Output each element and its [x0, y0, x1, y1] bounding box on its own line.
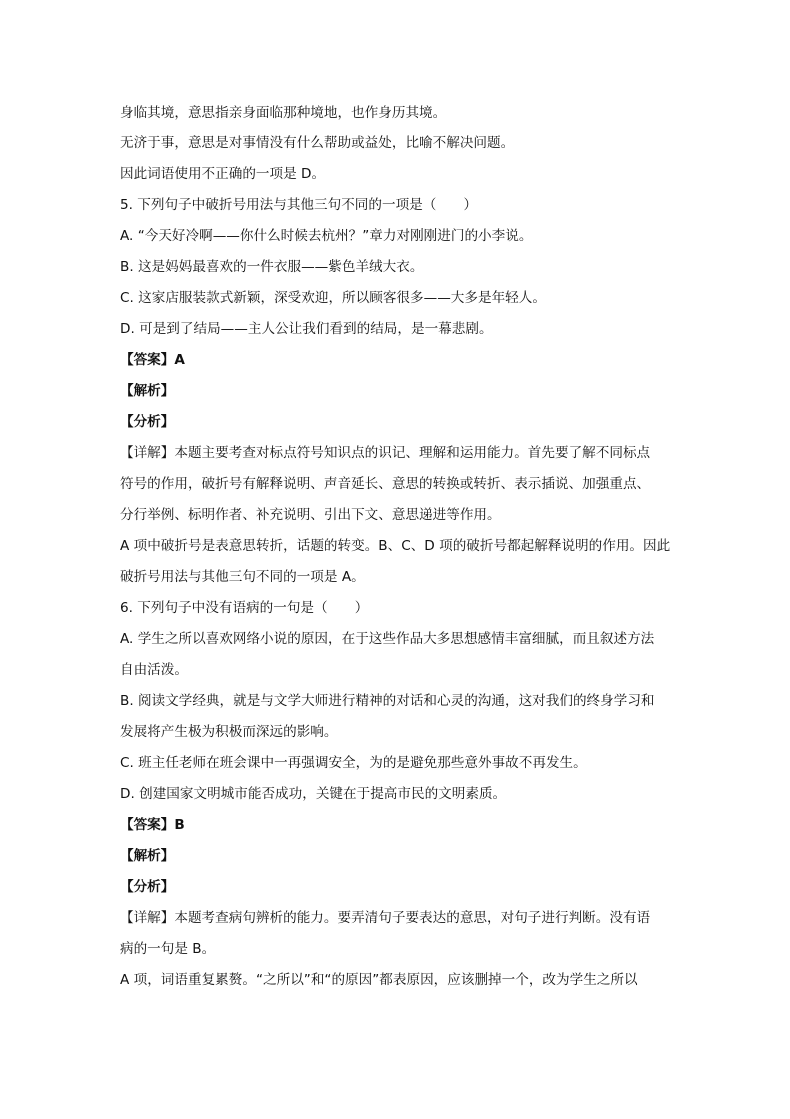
explanation-line: 【详解】本题考查病句辨析的能力。要弄清句子要表达的意思，对句子进行判断。没有语 — [120, 910, 651, 926]
option-b: B. 这是妈妈最喜欢的一件衣服——紫色羊绒大衣。 — [120, 259, 424, 275]
option-d: D. 创建国家文明城市能否成功，关键在于提高市民的文明素质。 — [120, 786, 507, 802]
explanation-line: 符号的作用，破折号有解释说明、声音延长、意思的转换或转折、表示插说、加强重点、 — [120, 476, 651, 492]
explanation-line: 【详解】本题主要考查对标点符号知识点的识记、理解和运用能力。首先要了解不同标点 — [120, 445, 651, 461]
option-c: C. 这家店服装款式新颖，深受欢迎，所以顾客很多——大多是年轻人。 — [120, 290, 546, 306]
fenxi-label: 【分析】 — [120, 414, 175, 430]
question-6-stem: 6. 下列句子中没有语病的一句是（ ） — [120, 600, 369, 616]
text-line: 无济于事，意思是对事情没有什么帮助或益处，比喻不解决问题。 — [120, 135, 515, 151]
option-b: B. 阅读文学经典，就是与文学大师进行精神的对话和心灵的沟通，这对我们的终身学习和 — [120, 693, 655, 709]
option-a: A. “今天好冷啊——你什么时候去杭州？”章力对刚刚进门的小李说。 — [120, 228, 533, 244]
explanation-line: A 项中破折号是表意思转折，话题的转变。B、C、D 项的破折号都起解释说明的作用。因此 — [120, 538, 671, 554]
answer-label: 【答案】A — [120, 352, 185, 368]
answer-label: 【答案】B — [120, 817, 185, 833]
explanation-line: 破折号用法与其他三句不同的一项是 A。 — [120, 569, 365, 585]
analysis-label: 【解析】 — [120, 848, 175, 864]
analysis-label: 【解析】 — [120, 383, 175, 399]
text-line: 因此词语使用不正确的一项是 D。 — [120, 166, 326, 182]
option-c: C. 班主任老师在班会课中一再强调安全，为的是避免那些意外事故不再发生。 — [120, 755, 587, 771]
question-5-stem: 5. 下列句子中破折号用法与其他三句不同的一项是（ ） — [120, 197, 478, 213]
text-line: 身临其境，意思指亲身面临那种境地，也作身历其境。 — [120, 105, 447, 121]
explanation-line: 分行举例、标明作者、补充说明、引出下文、意思递进等作用。 — [120, 507, 501, 523]
option-d: D. 可是到了结局——主人公让我们看到的结局，是一幕悲剧。 — [120, 321, 493, 337]
option-a-cont: 自由活泼。 — [120, 662, 188, 678]
explanation-line: 病的一句是 B。 — [120, 941, 216, 957]
option-b-cont: 发展将产生极为积极而深远的影响。 — [120, 724, 338, 740]
option-a: A. 学生之所以喜欢网络小说的原因，在于这些作品大多思想感情丰富细腻，而且叙述方法 — [120, 631, 655, 647]
explanation-line: A 项，词语重复累赘。“之所以”和“的原因”都表原因，应该删掉一个，改为学生之所以 — [120, 972, 638, 988]
fenxi-label: 【分析】 — [120, 879, 175, 895]
